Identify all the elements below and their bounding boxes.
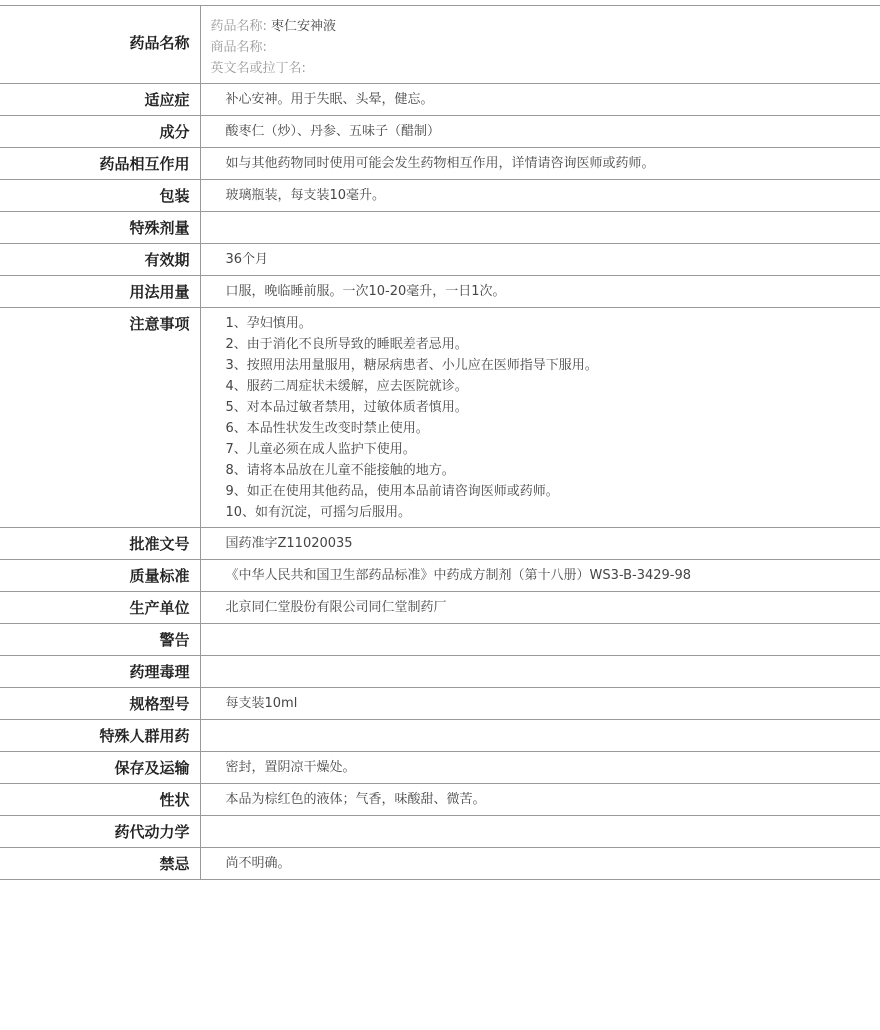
label-special-groups: 特殊人群用药 [0, 720, 200, 752]
label-validity: 有效期 [0, 244, 200, 276]
row-interaction [0, 148, 880, 180]
row-pharmacokinetics [0, 816, 880, 848]
row-character [0, 784, 880, 816]
value-indication: 补心安神。用于失眠、头晕，健忘。 [200, 84, 880, 116]
value-pharmacokinetics [200, 816, 880, 848]
value-special-groups [200, 720, 880, 752]
row-validity [0, 244, 880, 276]
row-drug-name [0, 6, 880, 84]
drug-info-table [0, 5, 880, 880]
value-storage: 密封，置阴凉干燥处。 [200, 752, 880, 784]
row-special-groups [0, 720, 880, 752]
row-ingredients [0, 116, 880, 148]
precaution-item: 10、如有沉淀，可摇匀后服用。 [225, 505, 412, 520]
precaution-item: 6、本品性状发生改变时禁止使用。 [225, 421, 429, 436]
label-ingredients: 成分 [0, 116, 200, 148]
value-validity: 36个月 [200, 244, 880, 276]
precaution-item: 2、由于消化不良所导致的睡眠差者忌用。 [225, 337, 468, 352]
precaution-item: 4、服药二周症状未缓解，应去医院就诊。 [225, 379, 468, 394]
label-warning: 警告 [0, 624, 200, 656]
label-character: 性状 [0, 784, 200, 816]
label-drug-name: 药品名称 [0, 6, 200, 84]
label-manufacturer: 生产单位 [0, 592, 200, 624]
label-toxicology: 药理毒理 [0, 656, 200, 688]
row-standard [0, 560, 880, 592]
label-interaction: 药品相互作用 [0, 148, 200, 180]
drug-name-value: 枣仁安神液 [271, 19, 337, 34]
value-toxicology [200, 656, 880, 688]
value-approval: 国药准字Z11020035 [200, 528, 880, 560]
label-package: 包装 [0, 180, 200, 212]
precaution-item: 1、孕妇慎用。 [225, 316, 312, 331]
value-spec: 每支装10ml [200, 688, 880, 720]
value-standard: 《中华人民共和国卫生部药品标准》中药成方制剂（第十八册）WS3-B-3429-98 [200, 560, 880, 592]
label-indication: 适应症 [0, 84, 200, 116]
row-contraindication [0, 848, 880, 880]
row-storage [0, 752, 880, 784]
label-usage: 用法用量 [0, 276, 200, 308]
value-contraindication: 尚不明确。 [200, 848, 880, 880]
trade-name-key: 商品名称: [210, 40, 267, 55]
label-special-dose: 特殊剂量 [0, 212, 200, 244]
value-drug-name [200, 6, 880, 84]
label-pharmacokinetics: 药代动力学 [0, 816, 200, 848]
row-usage [0, 276, 880, 308]
row-spec [0, 688, 880, 720]
precaution-item: 7、儿童必须在成人监护下使用。 [225, 442, 416, 457]
label-spec: 规格型号 [0, 688, 200, 720]
row-package [0, 180, 880, 212]
value-special-dose [200, 212, 880, 244]
label-standard: 质量标准 [0, 560, 200, 592]
row-warning [0, 624, 880, 656]
value-ingredients: 酸枣仁（炒）、丹参、五味子（醋制） [200, 116, 880, 148]
precaution-item: 9、如正在使用其他药品，使用本品前请咨询医师或药师。 [225, 484, 559, 499]
value-manufacturer: 北京同仁堂股份有限公司同仁堂制药厂 [200, 592, 880, 624]
english-name-key: 英文名或拉丁名: [210, 61, 306, 76]
row-special-dose [0, 212, 880, 244]
precaution-item: 8、请将本品放在儿童不能接触的地方。 [225, 463, 455, 478]
label-contraindication: 禁忌 [0, 848, 200, 880]
row-indication [0, 84, 880, 116]
row-manufacturer [0, 592, 880, 624]
row-precautions [0, 308, 880, 528]
drug-info-table-wrapper [0, 5, 880, 880]
value-warning [200, 624, 880, 656]
label-storage: 保存及运输 [0, 752, 200, 784]
value-character: 本品为棕红色的液体；气香，味酸甜、微苦。 [200, 784, 880, 816]
drug-name-key: 药品名称: [210, 19, 267, 34]
row-approval [0, 528, 880, 560]
precaution-item: 3、按照用法用量服用，糖尿病患者、小儿应在医师指导下服用。 [225, 358, 598, 373]
value-package: 玻璃瓶装，每支装10毫升。 [200, 180, 880, 212]
value-interaction: 如与其他药物同时使用可能会发生药物相互作用，详情请咨询医师或药师。 [200, 148, 880, 180]
value-precautions [200, 308, 880, 528]
precaution-item: 5、对本品过敏者禁用，过敏体质者慎用。 [225, 400, 468, 415]
row-toxicology [0, 656, 880, 688]
value-usage: 口服，晚临睡前服。一次10-20毫升，一日1次。 [200, 276, 880, 308]
label-approval: 批准文号 [0, 528, 200, 560]
label-precautions: 注意事项 [0, 308, 200, 528]
